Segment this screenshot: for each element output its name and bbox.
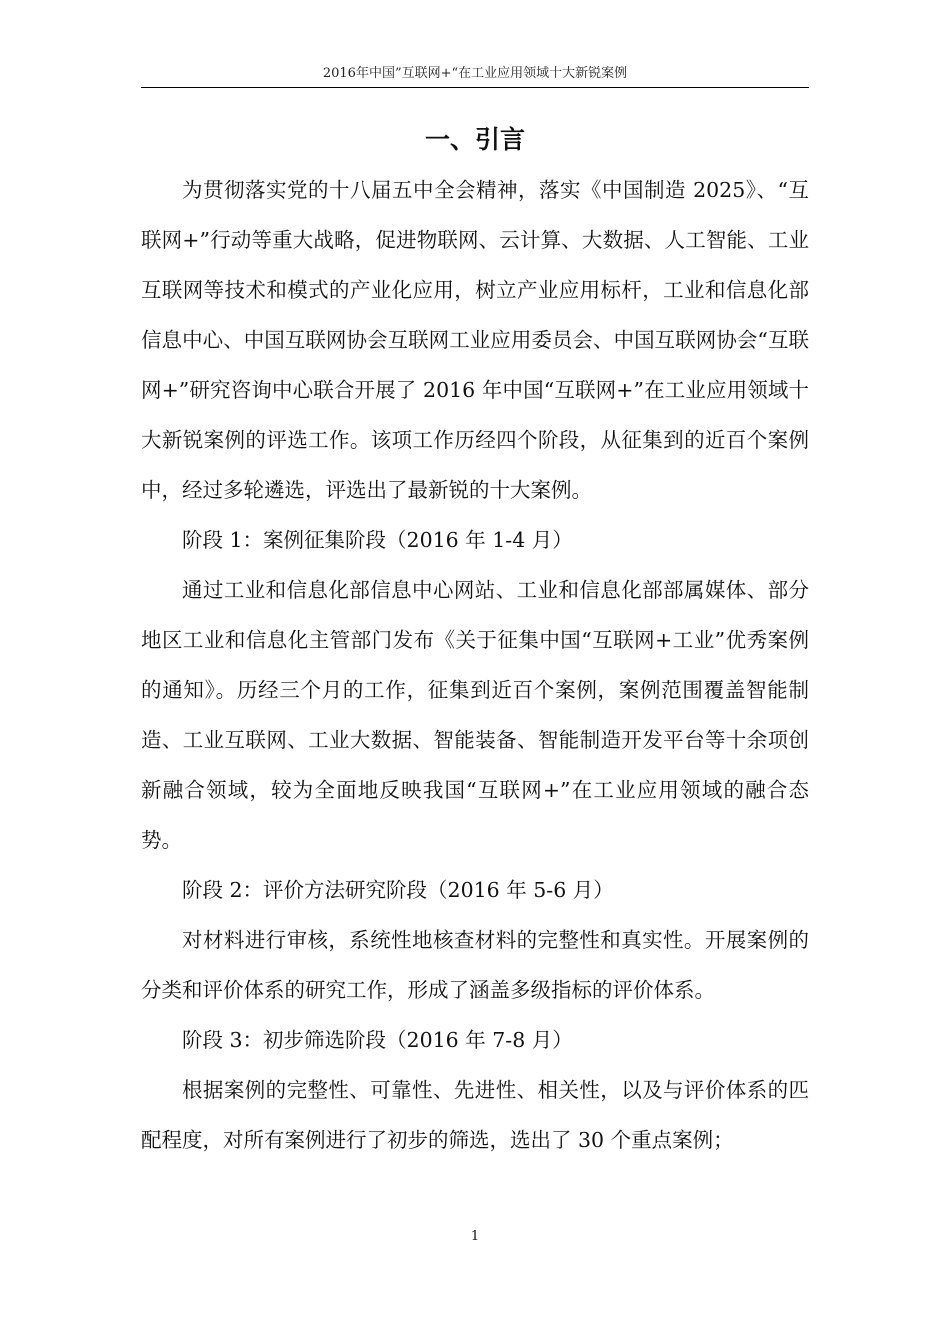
paragraph-intro: 为贯彻落实党的十八届五中全会精神，落实《中国制造 2025》、“互联网+”行动等重大战略，促进物联网、云计算、大数据、人工智能、工业互联网等技术和模式的产业化应用，树立产业应用标杆，工业和信息化部信息中心、中国互联网协会互联网工业应用委员会、中国互联网协会“互联网+”研究咨询中心联合开展了 2016 年中国“互联网+”在工业应用领域十大新锐案例的评选工作。该项工作历经四个阶段，从征集到的近百个案例中，经过多轮遴选，评选出了最新锐的十大案例。 xyxy=(141,178,809,502)
header-divider xyxy=(141,87,809,88)
paragraph-stage-3: 根据案例的完整性、可靠性、先进性、相关性，以及与评价体系的匹配程度，对所有案例进行了初步的筛选，选出了 30 个重点案例； xyxy=(141,1078,809,1152)
stage-2-title: 阶段 2：评价方法研究阶段（2016 年 5-6 月） xyxy=(182,878,614,902)
body-text xyxy=(141,165,809,1165)
stage-1-title: 阶段 1：案例征集阶段（2016 年 1-4 月） xyxy=(182,528,573,552)
stage-3-title: 阶段 3：初步筛选阶段（2016 年 7-8 月） xyxy=(182,1028,573,1052)
page-number: 1 xyxy=(470,1229,480,1244)
paragraph-stage-1: 通过工业和信息化部信息中心网站、工业和信息化部部属媒体、部分地区工业和信息化主管部门发布《关于征集中国“互联网+工业”优秀案例的通知》。历经三个月的工作，征集到近百个案例，案例范围覆盖智能制造、工业互联网、工业大数据、智能装备、智能制造开发平台等十余项创新融合领域，较为全面地反映我国“互联网+”在工业应用领域的融合态势。 xyxy=(141,578,809,852)
section-heading: 一、引言 xyxy=(424,125,525,154)
running-header: 2016年中国”互联网+“在工业应用领域十大新锐案例 xyxy=(322,66,628,81)
paragraph-stage-2: 对材料进行审核，系统性地核查材料的完整性和真实性。开展案例的分类和评价体系的研究工作，形成了涵盖多级指标的评价体系。 xyxy=(141,928,809,1002)
